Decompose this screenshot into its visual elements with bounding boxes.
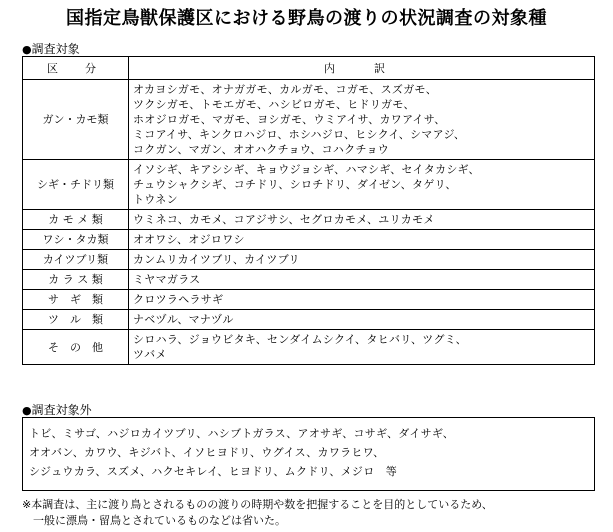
target-species-table (22, 56, 595, 365)
table-row (23, 250, 595, 270)
table-row (23, 270, 595, 290)
category-cell: カイツブリ類 (23, 250, 129, 270)
category-cell: ワシ・タカ類 (23, 230, 129, 250)
table-row (23, 160, 595, 210)
category-cell: そ の 他 (23, 330, 129, 365)
species-cell: ナベヅル、マナヅル (129, 310, 595, 330)
page-title: 国指定鳥獣保護区における野鳥の渡りの状況調査の対象種 (66, 8, 547, 29)
category-cell: カ モ メ 類 (23, 210, 129, 230)
table-row (23, 290, 595, 310)
category-cell: シギ・チドリ類 (23, 160, 129, 210)
table-row (23, 330, 595, 365)
table-row (23, 210, 595, 230)
species-cell: イソシギ、キアシシギ、キョウジョシギ、ハマシギ、セイタカシギ、 チュウシャクシギ、コチドリ、シロチドリ、ダイゼン、タゲリ、 トウネン (129, 160, 595, 210)
table-row (23, 230, 595, 250)
section-heading-excluded (22, 403, 92, 418)
category-cell: ツ ル 類 (23, 310, 129, 330)
footnote: ※本調査は、主に渡り鳥とされるものの渡りの時期や数を把握することを目的としているため、 一般に漂鳥・留鳥とされているものなどは省いた。 (22, 498, 493, 527)
table-row (23, 80, 595, 160)
bullet-icon: ● (22, 404, 32, 417)
species-cell: ミヤマガラス (129, 270, 595, 290)
category-cell: カ ラ ス 類 (23, 270, 129, 290)
section-label-excluded: 調査対象外 (31, 403, 92, 417)
table-row (23, 310, 595, 330)
header-category: 区 分 (23, 57, 129, 80)
species-cell: カンムリカイツブリ、カイツブリ (129, 250, 595, 270)
section-heading-target (22, 42, 80, 57)
species-cell: オオワシ、オジロワシ (129, 230, 595, 250)
species-cell: ウミネコ、カモメ、コアジサシ、セグロカモメ、ユリカモメ (129, 210, 595, 230)
category-cell: ガン・カモ類 (23, 80, 129, 160)
section-label-target: 調査対象 (31, 42, 80, 56)
species-cell: シロハラ、ジョウビタキ、センダイムシクイ、タヒバリ、ツグミ、 ツバメ (129, 330, 595, 365)
header-detail: 内 訳 (129, 57, 595, 80)
category-cell: サ ギ 類 (23, 290, 129, 310)
species-cell: オカヨシガモ、オナガガモ、カルガモ、コガモ、スズガモ、 ツクシガモ、トモエガモ、ハシビロガモ、ヒドリガモ、 ホオジロガモ、マガモ、ヨシガモ、ウミアイサ、カワアイサ、 ミコアイサ、キンクロハジロ、ホシハジロ、ヒシクイ、シマアジ、 コクガン、マガン、オオハクチョウ、コハクチョウ (129, 80, 595, 160)
species-cell: クロツラヘラサギ (129, 290, 595, 310)
table-header-row (23, 57, 595, 80)
bullet-icon: ● (22, 43, 32, 56)
excluded-species-box: トビ、ミサゴ、ハジロカイツブリ、ハシブトガラス、アオサギ、コサギ、ダイサギ、 オオバン、カワウ、キジバト、イソヒヨドリ、ウグイス、カワラヒワ、 シジュウカラ、スズメ、ハクセキレイ、ヒヨドリ、ムクドリ、メジロ 等 (22, 417, 595, 491)
